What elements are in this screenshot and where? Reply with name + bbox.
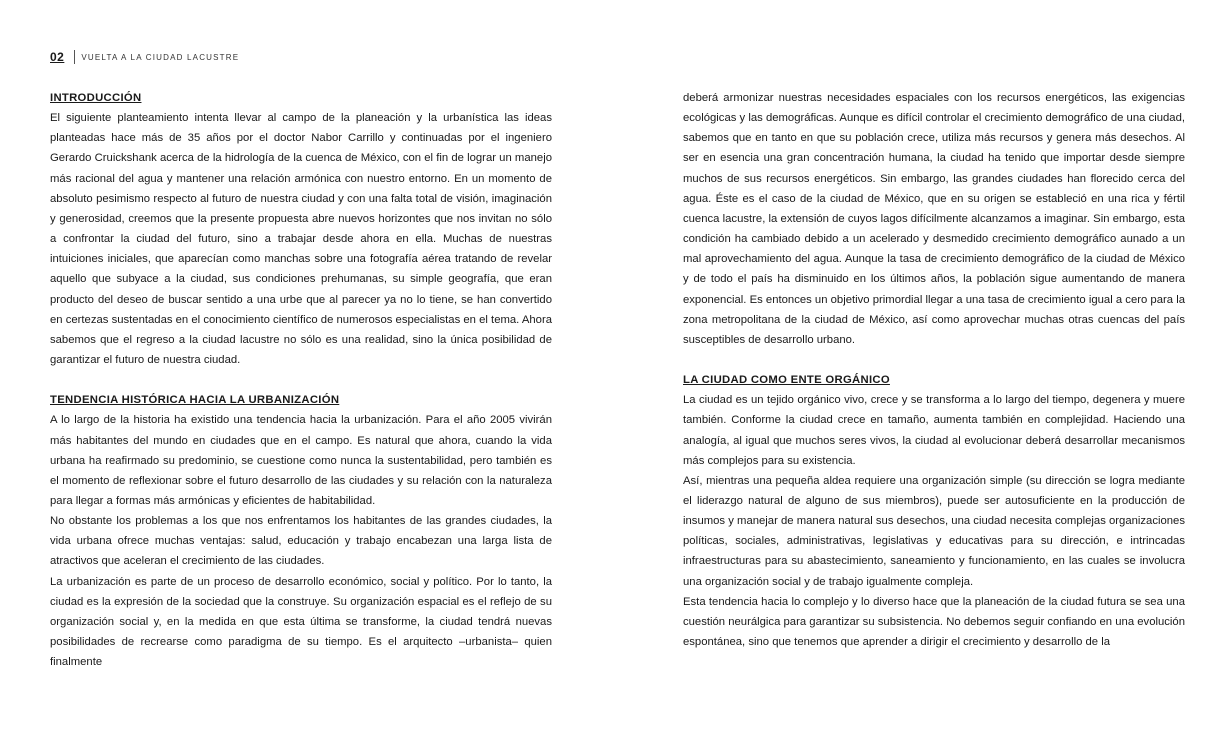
paragraph: La ciudad es un tejido orgánico vivo, crece y se transforma a lo largo del tiempo, degenera y muere también. Conforme la ciudad crece en tamaño, aumenta también en complejidad. Haciendo una analogía, al igual que muchos seres vivos, la ciudad al evolucionar deberá desarrollar mecanismos más complejos para su existencia. <box>683 394 1185 467</box>
page-number: 02 <box>50 50 65 64</box>
paragraph: Así, mientras una pequeña aldea requiere una organización simple (su dirección se logra mediante el liderazgo natural de alguno de sus miembros), puede ser autosuficiente en la producción de insumos y manejar de manera natural sus desechos, una ciudad necesita complejas organizaciones políticas, sociales, administrativas, legislativas y educativas para su dirección, e intrincadas infraestructuras para su abastecimiento, saneamiento y funcionamiento, en las cuales se involucra una organización social y de trabajo igualmente compleja. <box>683 474 1185 588</box>
paragraph: Esta tendencia hacia lo complejo y lo diverso hace que la planeación de la ciudad futura se sea una cuestión neurálgica para garantizar su subsistencia. No debemos seguir confiando en una evolución espontánea, sino que tenemos que aprender a dirigir el crecimiento y desarrollo de la <box>683 595 1185 649</box>
right-column <box>683 88 1185 652</box>
paragraph: No obstante los problemas a los que nos enfrentamos los habitantes de las grandes ciudades, la vida urbana ofrece muchas ventajas: salud, educación y trabajo encabezan una larga lista de atractivos que aceleran el crecimiento de las ciudades. <box>50 515 552 568</box>
left-column <box>50 88 552 672</box>
paragraph: A lo largo de la historia ha existido una tendencia hacia la urbanización. Para el año 2005 vivirán más habitantes del mundo en ciudades que en el campo. Es natural que ahora, cuando la vida urbana ha reafirmado su predominio, se cuestione como nunca la sustentabilidad, pero también es el momento de reflexionar sobre el futuro desarrollo de las ciudades y su relación con la naturaleza para llegar a formas más armónicas y eficientes de habitabilidad. <box>50 414 552 507</box>
section-heading-introduccion: INTRODUCCIÓN <box>50 92 142 104</box>
section-spacer <box>50 370 552 390</box>
header-divider <box>74 50 75 64</box>
paragraph: El siguiente planteamiento intenta llevar al campo de la planeación y la urbanística las ideas planteadas hace más de 35 años por el doctor Nabor Carrillo y continuadas por el ingeniero Gerardo Cruickshank acerca de la hidrología de la cuenca de México, con el fin de lograr un manejo más racional del agua y mantener una relación armónica con nuestro entorno. En un momento de absoluto pesimismo respecto al futuro de nuestra ciudad y con una falta total de visión, imaginación y generosidad, creemos que la presente propuesta abre nuevos horizontes que nos invitan no sólo a confrontar la ciudad del futuro, sino a trabajar desde ahora en ella. Muchas de nuestras intuiciones iniciales, que aparecían como manchas sobre una fotografía aérea tratando de revelar aquello que subyace a la ciudad, sus condiciones prehumanas, su simple geografía, que eran producto del deseo de buscar sentido a una urbe que al parecer ya no lo tiene, se han convertido en certezas sustentadas en el conocimiento científico de numerosos especialistas en el tema. Ahora sabemos que el regreso a la ciudad lacustre no sólo es una realidad, sino la única posibilidad de garantizar el futuro de nuestra ciudad. <box>50 112 552 367</box>
paragraph-continuation: deberá armonizar nuestras necesidades espaciales con los recursos energéticos, las exigencias ecológicas y las demográficas. Aunque es difícil controlar el crecimiento demográfico de una ciudad, sabemos que en tanto en que su población crece, utiliza más recursos y genera más desechos. Al ser en esencia una gran concentración humana, la ciudad ha tenido que importar desde siempre muchos de sus recursos energéticos. Sin embargo, las grandes ciudades han florecido cerca del agua. Éste es el caso de la ciudad de México, que en su origen se estableció en una rica y fértil cuenca lacustre, la extensión de cuyos lagos difícilmente alcanzamos a imaginar. Sin embargo, esta condición ha cambiado debido a un acelerado y desmedido crecimiento demográfico aunado a un mal aprovechamiento del agua. Aunque la tasa de crecimiento demográfico de la ciudad de México y de todo el país ha disminuido en los últimos años, la población sigue aumentando de manera exponencial. Es entonces un objetivo primordial llegar a una tasa de crecimiento igual a cero para la zona metropolitana de la ciudad de México, así como aprovechar muchas otras cuencas del país susceptibles de desarrollo urbano. <box>683 92 1185 346</box>
running-title: VUELTA A LA CIUDAD LACUSTRE <box>81 52 240 62</box>
section-heading-ciudad-organica: LA CIUDAD COMO ENTE ORGÁNICO <box>683 374 890 387</box>
section-heading-tendencia: TENDENCIA HISTÓRICA HACIA LA URBANIZACIÓN <box>50 394 340 407</box>
page-header <box>50 50 239 64</box>
paragraph: La urbanización es parte de un proceso de desarrollo económico, social y político. Por lo tanto, la ciudad es la expresión de la sociedad que la construye. Su organización espacial es el reflejo de su organización social y, en la medida en que esta última se transforme, la ciudad tendrá nuevas posibilidades de recrearse como paradigma de su tiempo. Es el arquitecto –urbanista– quien finalmente <box>50 575 552 669</box>
section-spacer <box>683 350 1185 370</box>
